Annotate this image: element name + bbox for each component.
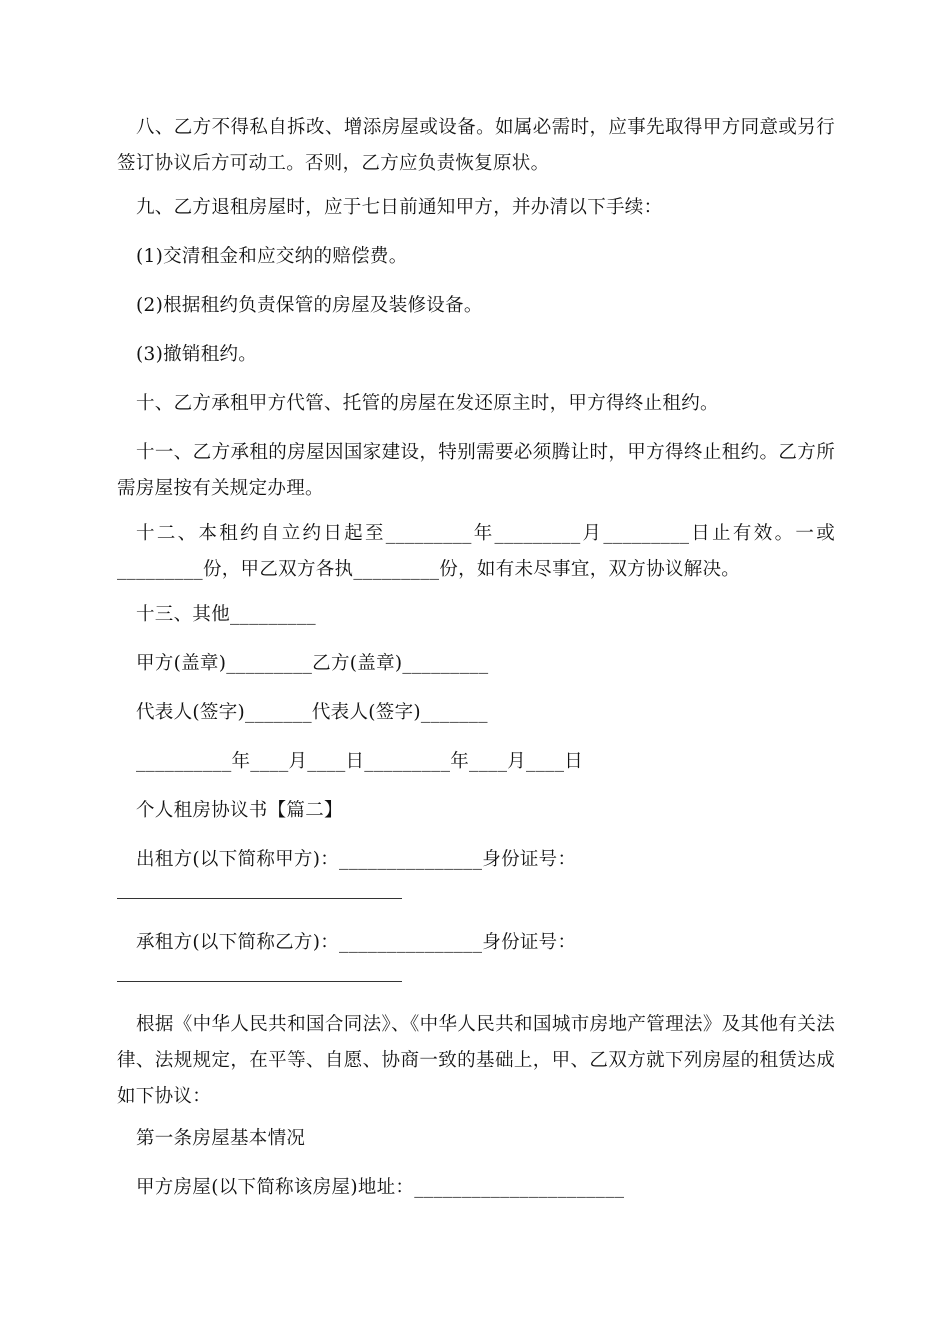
lessee-line: 承租方(以下简称乙方)：_______________身份证号： — [136, 932, 577, 953]
lessor-line: 出租方(以下简称甲方)：_______________身份证号： — [136, 849, 577, 870]
paragraph-clause-12: 十二、本租约自立约日起至_________年_________月_________日止有效。一或_________份，甲乙双方各执_________份，如有未尽事宜，双方协议解决。 — [117, 523, 835, 580]
signature-representative-line: 代表人(签字)_______代表人(签字)_______ — [136, 702, 488, 723]
section-heading-part-two: 个人租房协议书【篇二】 — [136, 800, 343, 821]
paragraph-clause-11: 十一、乙方承租的房屋因国家建设，特别需要必须腾让时，甲方得终止租约。乙方所需房屋按有关规定办理。 — [117, 442, 835, 499]
paragraph-clause-10: 十、乙方承租甲方代管、托管的房屋在发还原主时，甲方得终止租约。 — [136, 393, 719, 414]
article-1-heading: 第一条房屋基本情况 — [136, 1128, 306, 1149]
lessee-id-blank-line — [117, 981, 402, 982]
paragraph-item-3: (3)撤销租约。 — [136, 344, 258, 365]
paragraph-preamble: 根据《中华人民共和国合同法》、《中华人民共和国城市房地产管理法》及其他有关法律、法规规定，在平等、自愿、协商一致的基础上，甲、乙双方就下列房屋的租赁达成如下协议： — [117, 1014, 835, 1107]
paragraph-item-1: (1)交清租金和应交纳的赔偿费。 — [136, 246, 408, 267]
property-address-line: 甲方房屋(以下简称该房屋)地址：______________________ — [136, 1177, 625, 1198]
paragraph-clause-8: 八、乙方不得私自拆改、增添房屋或设备。如属必需时，应事先取得甲方同意或另行签订协议后方可动工。否则，乙方应负责恢复原状。 — [117, 117, 835, 174]
paragraph-clause-9: 九、乙方退租房屋时，应于七日前通知甲方，并办清以下手续： — [136, 197, 663, 218]
signature-party-line: 甲方(盖章)_________乙方(盖章)_________ — [136, 653, 489, 674]
paragraph-clause-13: 十三、其他_________ — [136, 604, 316, 625]
lessor-id-blank-line — [117, 898, 402, 899]
signature-date-line: __________年____月____日_________年____月____日 — [136, 751, 584, 772]
paragraph-item-2: (2)根据租约负责保管的房屋及装修设备。 — [136, 295, 483, 316]
